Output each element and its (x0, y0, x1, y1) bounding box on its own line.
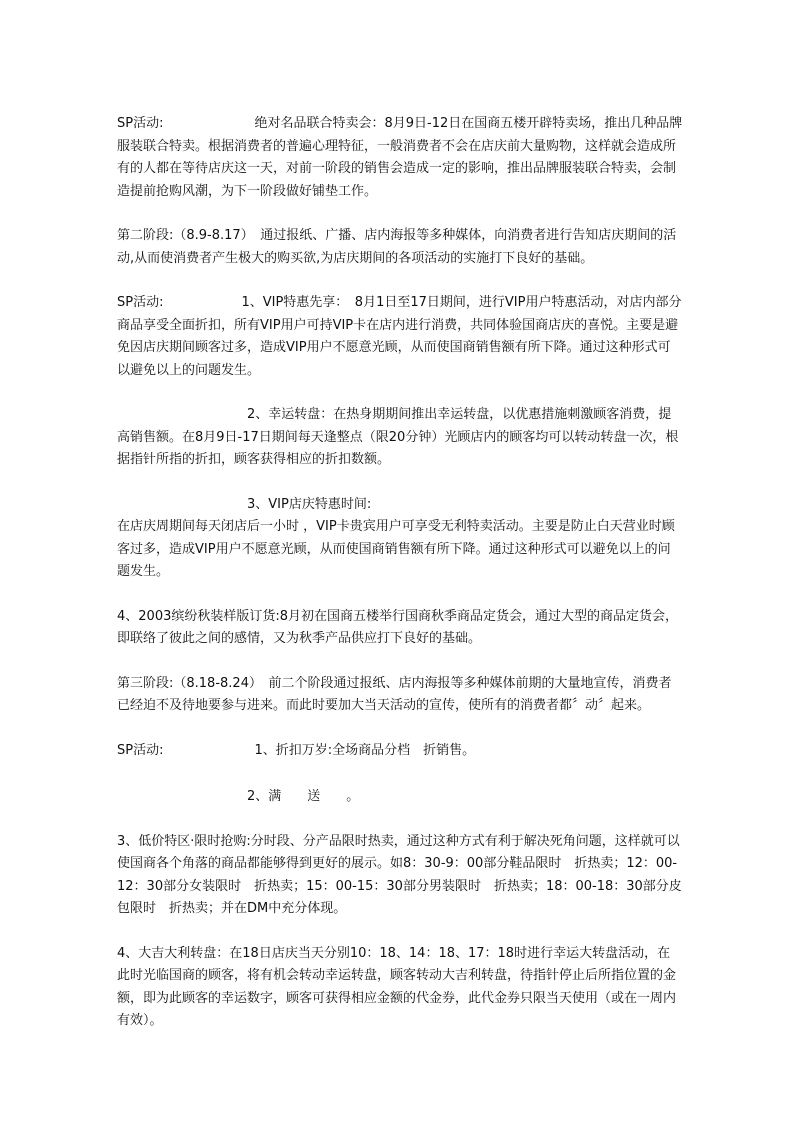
paragraph-vip-special-time: 3、VIP店庆特惠时间: 在店庆周期间每天闭店后一小时 ，VIP卡贵宾用户可享受无利特卖活动。主要是防止白天营业时顾客过多，造成VIP用户不愿意光顾，从而使国商销售额有所下降。通过这种形式可以避免以上的问题发生。 (117, 496, 675, 579)
paragraph-sp-activity-1: SP活动: 绝对名品联合特卖会：8月9日-12日在国商五楼开辟特卖场，推出几种品牌服装联合特卖。根据消费者的普遍心理特征，一般消费者不会在店庆前大量购物，这样就会造成所有的人都在等待店庆这一天，对前一阶段的销售会造成一定的影响，推出品牌服装联合特卖，会制造提前抢购风潮，为下一阶段做好铺垫工作。 (117, 116, 683, 199)
document-page (117, 113, 683, 1033)
paragraph-stage-three: 第三阶段:（8.18-8.24） 前二个阶段通过报纸、店内海报等多种媒体前期的大量地宣传，消费者已经迫不及待地要参与进来。而此时要加大当天活动的宣传，使所有的消费者都〞动〞起来。 (117, 675, 672, 713)
paragraph-stage-two: 第二阶段:（8.9-8.17） 通过报纸、广播、店内海报等多种媒体，向消费者进行告知店庆期间的活动,从而使消费者产生极大的购买欲,为店庆期间的各项活动的实施打下良好的基础。 (117, 228, 677, 266)
paragraph-vip-preview: SP活动: 1、VIP特惠先享： 8月1日至17日期间，进行VIP用户特惠活动，对店内部分商品享受全面折扣，所有VIP用户可持VIP卡在店内进行消费，共同体验国商店庆的喜悦。主要是避免因店庆期间顾客过多，造成VIP用户不愿意光顾，从而使国商销售额有所下降。通过这种形式可以避免以上的问题发生。 (117, 295, 682, 378)
paragraph-discount: SP活动: 1、折扣万岁:全场商品分档 折销售。 (117, 742, 476, 758)
paragraph-full-gift: 2、满 送 。 (117, 789, 360, 804)
paragraph-lucky-turntable: 4、大吉大利转盘：在18日店庆当天分别10：18、14：18、17：18时进行幸运大转盘活动，在此时光临国商的顾客，将有机会转动幸运转盘，顾客转动大吉利转盘，待指针停止后所指位置的金额，即为此顾客的幸运数字，顾客可获得相应金额的代金券，此代金券只限当天使用（或在一周内有效）。 (117, 945, 677, 1028)
paragraph-time-limited-sale: 3、低价特区·限时抢购:分时段、分产品限时热卖，通过这种方式有利于解决死角问题，这样就可以使国商各个角落的商品都能够得到更好的展示。如8：30-9：00部分鞋品限时 折热卖；12：00-12：30部分女装限时 折热卖；15：00-15：30部分男装限时 折热卖；18：00-18：30部分皮包限时 折热卖；并在DM中充分体现。 (117, 833, 682, 916)
paragraph-autumn-order: 4、2003缤纷秋装样版订货:8月初在国商五楼举行国商秋季商品定货会，通过大型的商品定货会，即联络了彼此之间的感情，又为秋季产品供应打下良好的基础。 (117, 608, 679, 646)
paragraph-lucky-wheel: 2、幸运转盘：在热身期期间推出幸运转盘，以优惠措施刺激顾客消费，提高销售额。在8月9日-17日期间每天逢整点（限20分钟）光顾店内的顾客均可以转动转盘一次，根据指针所指的折扣，顾客获得相应的折扣数额。 (117, 407, 679, 467)
